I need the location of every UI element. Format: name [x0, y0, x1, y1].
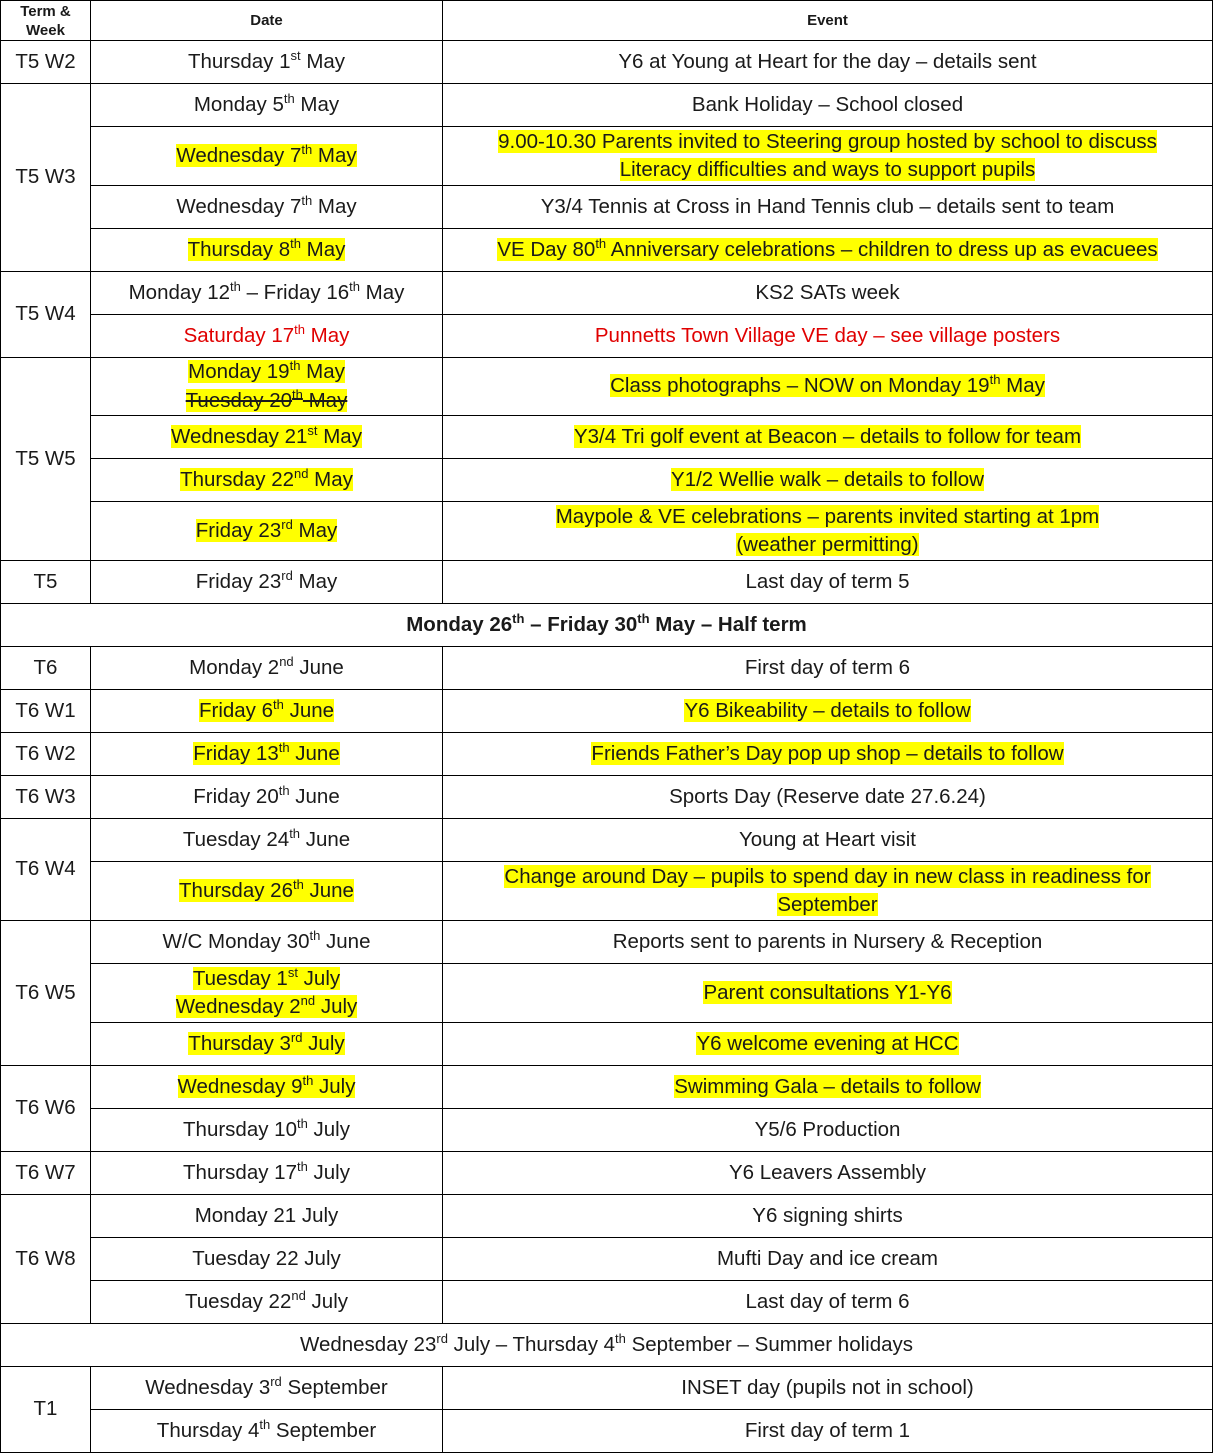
date-text [193, 90, 340, 116]
event-cell [443, 186, 1213, 229]
ordinal-suffix: th [289, 358, 301, 373]
event-text: First day of term 6 [744, 655, 911, 679]
date-part: Thursday 26 [179, 878, 293, 902]
date-cell [91, 1152, 443, 1195]
date-cell [91, 459, 443, 502]
ordinal-suffix: th [512, 610, 525, 626]
date-part: May [304, 323, 350, 347]
term-cell [1, 921, 91, 1066]
date-cell [91, 315, 443, 358]
half-term-text [406, 610, 807, 636]
term-label: T6 W7 [15, 1160, 76, 1184]
date-part: Saturday 17 [183, 323, 295, 347]
table-row [1, 84, 1213, 127]
term-cell [1, 1367, 91, 1453]
term-label: T5 W3 [15, 165, 76, 189]
event-header [443, 1, 1213, 41]
event-cell [443, 819, 1213, 862]
date-cell [91, 690, 443, 733]
date-part: Thursday 17 [183, 1160, 297, 1184]
date-part: June [303, 878, 354, 902]
date-text [176, 192, 357, 218]
event-text: Change around Day – pupils to spend day in new class in readiness for [504, 864, 1151, 888]
term-label: T6 W8 [15, 1246, 76, 1270]
date-text [193, 739, 340, 765]
date-text [198, 696, 335, 722]
ordinal-suffix: th [290, 235, 301, 251]
date-part: July [307, 1160, 350, 1184]
date-part: June [289, 784, 340, 808]
ordinal-suffix: nd [279, 653, 294, 669]
table-row [1, 229, 1213, 272]
date-text-struck [185, 386, 348, 412]
event-cell [443, 1152, 1213, 1195]
date-part: July [313, 1074, 356, 1098]
date-part: Thursday 3 [188, 1031, 291, 1055]
table-row [1, 127, 1213, 186]
date-part: Thursday 10 [183, 1117, 297, 1141]
date-text [180, 465, 353, 491]
date-part: September [270, 1418, 377, 1442]
event-text: KS2 SATs week [755, 280, 900, 304]
date-cell [91, 862, 443, 921]
term-cell [1, 561, 91, 604]
ordinal-suffix: th [230, 278, 241, 294]
term-label: T6 W6 [15, 1096, 76, 1120]
table-row [1, 1023, 1213, 1066]
term-label: T5 W4 [15, 302, 76, 326]
date-cell [91, 1195, 443, 1238]
date-cell [91, 921, 443, 964]
ordinal-suffix: rd [436, 1330, 448, 1346]
table-row [1, 358, 1213, 416]
event-cell [443, 459, 1213, 502]
event-text: Young at Heart visit [738, 827, 916, 851]
event-text: Y5/6 Production [754, 1117, 901, 1141]
ordinal-suffix: th [273, 696, 284, 712]
table-row [1, 459, 1213, 502]
ordinal-suffix: nd [294, 465, 309, 481]
table-row [1, 964, 1213, 1023]
date-cell [91, 1410, 443, 1453]
date-cell [91, 964, 443, 1023]
date-cell [91, 229, 443, 272]
event-cell [443, 1281, 1213, 1324]
text-part: May – Half term [649, 612, 807, 636]
date-text [176, 141, 357, 167]
summer-holidays-cell [1, 1324, 1213, 1367]
date-part: W/C Monday 30 [162, 929, 310, 953]
date-text [187, 235, 346, 261]
ordinal-suffix: rd [290, 1029, 303, 1045]
event-text: Y1/2 Wellie walk – details to follow [671, 467, 984, 491]
date-part: June [300, 827, 351, 851]
event-text: Mufti Day and ice cream [716, 1246, 939, 1270]
date-part: Wednesday 7 [176, 143, 302, 167]
event-text: Y3/4 Tennis at Cross in Hand Tennis club – details sent to team [540, 194, 1115, 218]
date-part: Wednesday 3 [145, 1375, 271, 1399]
term-cell [1, 272, 91, 358]
date-cell [91, 41, 443, 84]
date-part: Tuesday 1 [192, 966, 288, 990]
date-text [188, 1029, 345, 1055]
ordinal-suffix: th [302, 1072, 314, 1088]
event-text: Literacy difficulties and ways to support pupils [619, 158, 1036, 181]
date-part: July [305, 1289, 348, 1313]
event-cell [443, 1023, 1213, 1066]
date-part: Monday 5 [193, 92, 284, 116]
term-label: T6 W1 [15, 698, 76, 722]
event-text: Maypole & VE celebrations – parents invited starting at 1pm [555, 504, 1100, 528]
ordinal-suffix: th [278, 739, 290, 755]
event-cell [443, 690, 1213, 733]
event-cell [443, 416, 1213, 459]
table-row [1, 1195, 1213, 1238]
date-text [193, 782, 340, 808]
date-cell [91, 647, 443, 690]
table-row [1, 1410, 1213, 1453]
date-text [183, 321, 350, 347]
date-part: Tuesday 20 [185, 388, 293, 412]
date-cell [91, 1109, 443, 1152]
ordinal-suffix: th [296, 1115, 308, 1131]
event-text [610, 374, 1045, 397]
date-cell [91, 358, 443, 416]
date-part: Thursday 22 [180, 467, 295, 491]
term-cell [1, 1066, 91, 1152]
event-cell [443, 127, 1213, 186]
date-text [195, 516, 338, 542]
date-part: May [292, 518, 338, 542]
term-cell [1, 690, 91, 733]
event-cell [443, 272, 1213, 315]
date-text [183, 1158, 350, 1184]
table-row [1, 1109, 1213, 1152]
event-cell [443, 776, 1213, 819]
table-row [1, 819, 1213, 862]
event-part: Anniversary celebrations – children to dress up as evacuees [606, 237, 1158, 261]
date-text [182, 825, 351, 851]
date-header [91, 1, 443, 41]
date-part: May [294, 92, 340, 116]
date-part: July [315, 995, 358, 1018]
half-term-cell [1, 604, 1213, 647]
event-part: VE Day 80 [497, 237, 596, 261]
term-label: T6 W2 [15, 741, 76, 765]
date-cell [91, 776, 443, 819]
event-cell [443, 1109, 1213, 1152]
table-row [1, 1281, 1213, 1324]
term-cell [1, 358, 91, 561]
term-week-header-label: Term & Week [20, 2, 71, 39]
date-text: Monday 21 July [194, 1203, 339, 1227]
event-text: Swimming Gala – details to follow [674, 1074, 981, 1098]
date-part: May [308, 467, 353, 491]
table-row [1, 315, 1213, 358]
event-cell [443, 964, 1213, 1023]
date-text [188, 360, 345, 383]
event-text: Y6 welcome evening at HCC [696, 1031, 959, 1055]
event-text: Reports sent to parents in Nursery & Reception [612, 929, 1043, 953]
date-header-label: Date [250, 12, 283, 29]
date-part: June [283, 698, 335, 722]
date-cell [91, 1023, 443, 1066]
term-week-header [1, 1, 91, 41]
date-cell [91, 416, 443, 459]
date-part: Monday 2 [189, 655, 280, 679]
event-text: September [777, 893, 878, 916]
event-cell [443, 1410, 1213, 1453]
ordinal-suffix: th [309, 927, 321, 943]
term-cell [1, 819, 91, 921]
event-cell [443, 1066, 1213, 1109]
event-header-label: Event [807, 12, 848, 29]
date-cell [91, 819, 443, 862]
date-text [177, 1072, 356, 1098]
ordinal-suffix: rd [281, 516, 293, 532]
term-label: T6 W5 [15, 980, 76, 1004]
table-row [1, 733, 1213, 776]
date-text [187, 47, 346, 73]
date-part: Wednesday 7 [176, 194, 302, 218]
table-row [1, 647, 1213, 690]
event-cell [443, 315, 1213, 358]
term-label: T6 W3 [15, 784, 76, 808]
date-part: May [300, 360, 345, 383]
date-part: – Friday 16 [240, 280, 350, 304]
date-part: June [289, 741, 340, 765]
date-part: July [307, 1117, 350, 1141]
date-part: June [293, 655, 344, 679]
event-cell [443, 733, 1213, 776]
event-cell [443, 921, 1213, 964]
event-text: Y6 signing shirts [752, 1203, 903, 1227]
date-part: May [292, 569, 338, 593]
event-text [497, 235, 1158, 261]
date-cell [91, 272, 443, 315]
summer-holidays-text [299, 1330, 914, 1356]
text-part: July – Thursday 4 [447, 1332, 616, 1356]
date-part: May [312, 143, 357, 167]
event-text: Parent consultations Y1-Y6 [703, 980, 952, 1004]
event-text: Y6 Bikeability – details to follow [684, 698, 971, 722]
date-part: May [359, 280, 405, 304]
ordinal-suffix: th [259, 1416, 271, 1432]
ordinal-suffix: nd [300, 993, 316, 1008]
event-cell [443, 561, 1213, 604]
date-part: Wednesday 2 [175, 995, 301, 1018]
table-row [1, 1238, 1213, 1281]
summer-holidays-row [1, 1324, 1213, 1367]
date-cell [91, 1367, 443, 1410]
ordinal-suffix: th [292, 386, 303, 402]
term-label: T1 [33, 1397, 58, 1421]
text-part: Monday 26 [406, 612, 513, 636]
term-cell [1, 84, 91, 272]
date-part: Wednesday 21 [171, 424, 308, 448]
table-row [1, 41, 1213, 84]
ordinal-suffix: th [278, 782, 290, 798]
event-text: Friends Father’s Day pop up shop – details to follow [591, 741, 1064, 765]
event-text: Y6 at Young at Heart for the day – details sent [618, 49, 1037, 73]
term-label: T6 W4 [15, 857, 76, 881]
ordinal-suffix: th [289, 825, 301, 841]
date-cell [91, 1066, 443, 1109]
table-row [1, 272, 1213, 315]
table-row [1, 186, 1213, 229]
table-row [1, 1367, 1213, 1410]
event-text: Bank Holiday – School closed [691, 92, 964, 116]
date-text: Tuesday 22 July [192, 1246, 341, 1270]
date-part: Monday 12 [128, 280, 231, 304]
term-label: T5 [33, 569, 58, 593]
date-part: Wednesday 9 [177, 1074, 303, 1098]
date-part: Friday 6 [198, 698, 274, 722]
date-part: Friday 23 [195, 569, 282, 593]
ordinal-suffix: th [615, 1330, 626, 1346]
event-text: (weather permitting) [736, 533, 919, 556]
date-part: May [317, 424, 362, 448]
event-text: INSET day (pupils not in school) [681, 1375, 974, 1399]
date-part: Friday 23 [195, 518, 282, 542]
ordinal-suffix: nd [291, 1287, 306, 1303]
event-text: 9.00-10.30 Parents invited to Steering group hosted by school to discuss [498, 129, 1157, 153]
ordinal-suffix: th [296, 1158, 308, 1174]
table-row [1, 921, 1213, 964]
date-text [179, 876, 354, 902]
ordinal-suffix: st [307, 422, 318, 438]
ordinal-suffix: th [301, 141, 313, 157]
header-row [1, 1, 1213, 41]
ordinal-suffix: th [294, 321, 305, 337]
event-cell [443, 41, 1213, 84]
date-part: Thursday 8 [187, 237, 291, 261]
event-part: May [1000, 374, 1045, 398]
date-cell [91, 1281, 443, 1324]
date-part: May [312, 194, 357, 218]
event-text: Last day of term 5 [745, 569, 910, 593]
table-row [1, 502, 1213, 561]
date-cell [91, 84, 443, 127]
ordinal-suffix: th [349, 278, 360, 294]
date-text [145, 1373, 388, 1399]
table-row [1, 776, 1213, 819]
term-cell [1, 41, 91, 84]
date-text [162, 927, 371, 953]
text-part: Wednesday 23 [299, 1332, 437, 1356]
term-cell [1, 776, 91, 819]
ordinal-suffix: th [292, 876, 304, 892]
date-part: May [300, 49, 346, 73]
event-text: Last day of term 6 [745, 1289, 910, 1313]
event-text: Punnetts Town Village VE day – see village posters [594, 323, 1061, 347]
event-cell [443, 1238, 1213, 1281]
date-text [176, 995, 358, 1018]
half-term-row [1, 604, 1213, 647]
date-part: Friday 13 [193, 741, 279, 765]
ordinal-suffix: th [989, 372, 1001, 388]
event-cell [443, 1195, 1213, 1238]
date-part: May [302, 388, 348, 412]
date-cell [91, 1238, 443, 1281]
event-text: Y3/4 Tri golf event at Beacon – details to follow for team [573, 424, 1082, 448]
ordinal-suffix: th [595, 235, 607, 251]
table-row [1, 1066, 1213, 1109]
date-part: June [320, 929, 371, 953]
text-part: – Friday 30 [524, 612, 638, 636]
date-cell [91, 733, 443, 776]
date-text [195, 567, 338, 593]
date-part: Thursday 1 [187, 49, 291, 73]
table-row [1, 862, 1213, 921]
term-cell [1, 733, 91, 776]
event-text: First day of term 1 [744, 1418, 911, 1442]
event-part: Class photographs – NOW on Monday 19 [610, 374, 990, 398]
ordinal-suffix: rd [281, 567, 293, 583]
event-cell [443, 647, 1213, 690]
date-text [128, 278, 405, 304]
ordinal-suffix: th [637, 610, 650, 626]
event-text: Y6 Leavers Assembly [728, 1160, 927, 1184]
date-text [185, 1287, 348, 1313]
table-row [1, 690, 1213, 733]
date-part: July [297, 966, 341, 990]
event-cell [443, 502, 1213, 561]
date-text [171, 422, 362, 448]
date-part: Tuesday 22 [185, 1289, 292, 1313]
date-text [156, 1416, 377, 1442]
date-part: Tuesday 24 [182, 827, 290, 851]
table-row [1, 561, 1213, 604]
date-part: September [281, 1375, 388, 1399]
ordinal-suffix: st [287, 964, 298, 980]
date-cell [91, 186, 443, 229]
date-cell [91, 502, 443, 561]
term-label: T5 W2 [15, 49, 76, 73]
event-text: Sports Day (Reserve date 27.6.24) [669, 784, 986, 808]
date-text [183, 1115, 350, 1141]
date-text [189, 653, 344, 679]
term-cell [1, 647, 91, 690]
term-cell [1, 1152, 91, 1195]
date-part: Monday 19 [188, 360, 290, 383]
ordinal-suffix: th [301, 192, 313, 208]
ordinal-suffix: rd [270, 1373, 282, 1389]
ordinal-suffix: th [283, 90, 295, 106]
date-cell [91, 127, 443, 186]
term-label: T6 [33, 655, 58, 679]
text-part: September – Summer holidays [625, 1332, 914, 1356]
date-part: Thursday 4 [156, 1418, 260, 1442]
event-cell [443, 84, 1213, 127]
date-part: July [302, 1031, 345, 1055]
ordinal-suffix: st [290, 47, 301, 63]
event-cell [443, 862, 1213, 921]
event-cell [443, 1367, 1213, 1410]
term-cell [1, 1195, 91, 1324]
date-cell [91, 561, 443, 604]
table-row [1, 416, 1213, 459]
date-part: Friday 20 [193, 784, 279, 808]
table-row [1, 1152, 1213, 1195]
event-cell [443, 358, 1213, 416]
date-text [192, 964, 341, 990]
term-label: T5 W5 [15, 446, 76, 470]
event-cell [443, 229, 1213, 272]
date-part: May [300, 237, 346, 261]
